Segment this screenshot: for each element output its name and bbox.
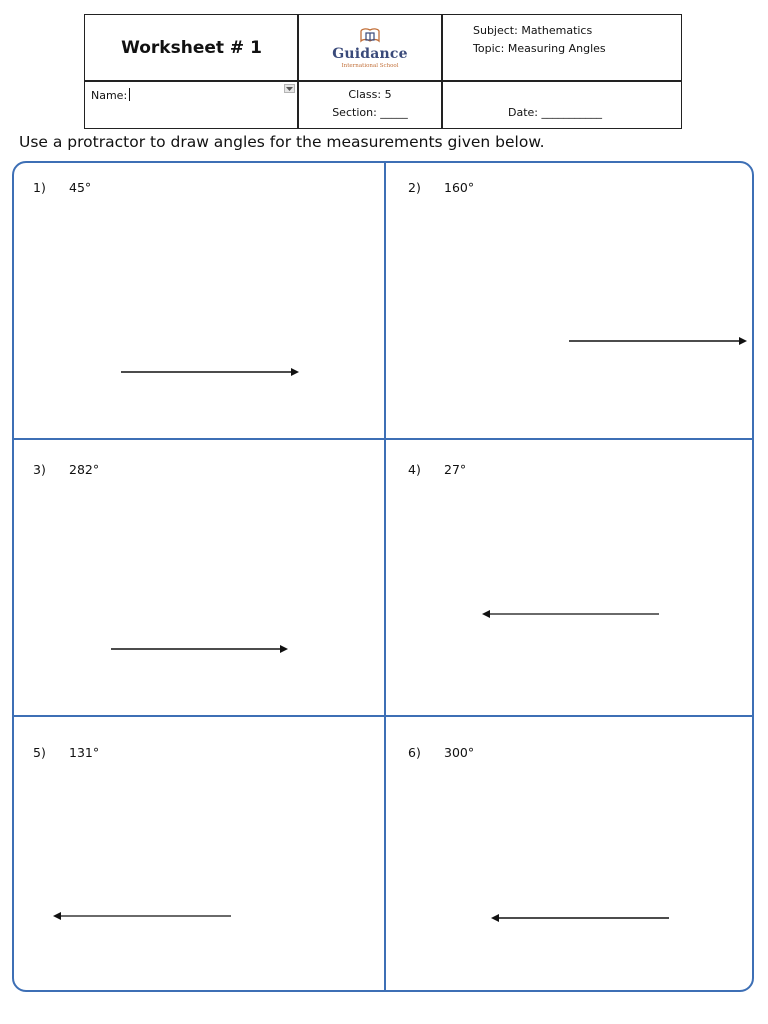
section-label: Section: _____ [332, 106, 408, 119]
subject-label: Subject: Mathematics [473, 24, 593, 37]
question-number: 3) [33, 462, 46, 477]
worksheet-title: Worksheet # 1 [121, 38, 262, 58]
date-label: Date: ___________ [508, 106, 602, 119]
question-number: 5) [33, 745, 46, 760]
logo-name: Guidance [332, 45, 408, 62]
question-angle: 300° [444, 745, 475, 760]
topic-label: Topic: Measuring Angles [473, 42, 606, 55]
question-number: 6) [408, 745, 421, 760]
instruction-text: Use a protractor to draw angles for the measurements given below. [19, 133, 545, 151]
question-angle: 27° [444, 462, 467, 477]
ray-arrow-6 [491, 914, 669, 922]
question-angle: 160° [444, 180, 475, 195]
ray-arrow-1 [121, 368, 299, 376]
ray-arrow-2 [569, 337, 747, 345]
class-label: Class: 5 [348, 88, 392, 101]
question-number: 4) [408, 462, 421, 477]
question-number: 1) [33, 180, 46, 195]
question-angle: 131° [69, 745, 100, 760]
ray-arrow-5 [53, 912, 231, 920]
question-angle: 45° [69, 180, 92, 195]
ray-arrow-4 [482, 610, 659, 618]
ray-arrow-3 [111, 645, 288, 653]
question-angle: 282° [69, 462, 100, 477]
logo-subtitle: International School [341, 62, 399, 69]
question-number: 2) [408, 180, 421, 195]
name-label: Name: [91, 89, 128, 102]
